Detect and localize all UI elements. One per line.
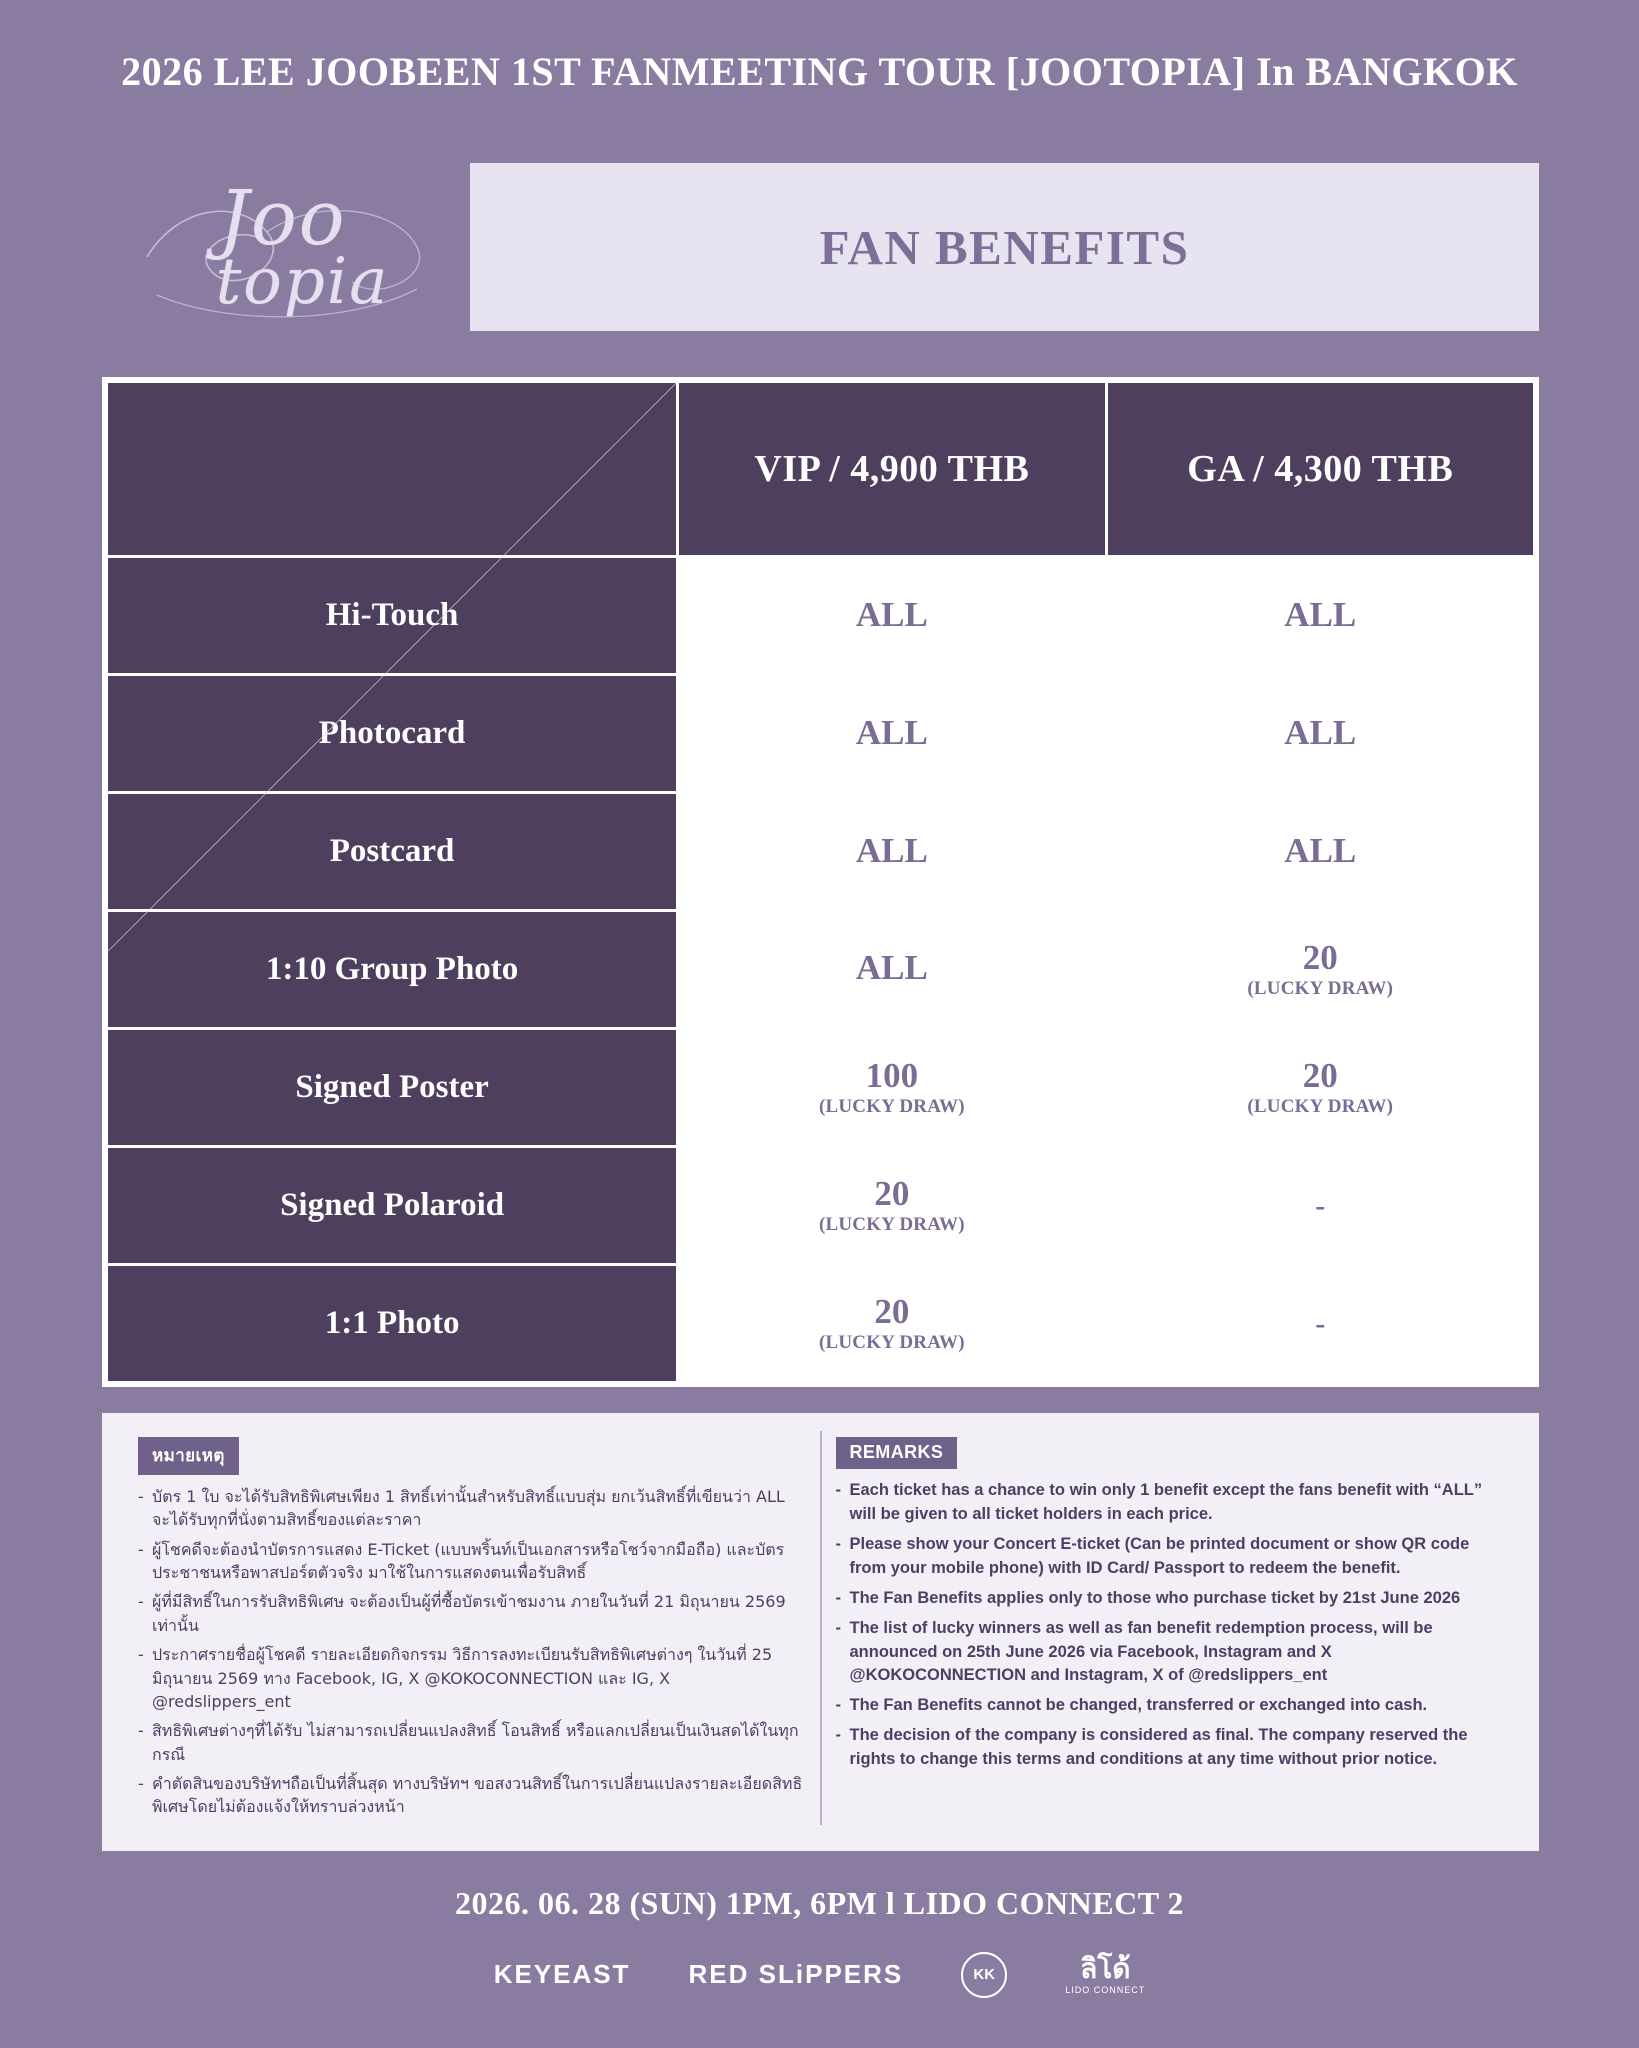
sponsor-keyeast-logo: KEYEAST xyxy=(493,1959,631,1990)
sponsor-lido-logo xyxy=(1065,1951,1146,1995)
cell-ga-one-to-one-photo: - xyxy=(1106,1265,1534,1383)
list-item: - ประกาศรายชื่อผู้โชคดี รายละเอียดกิจกรรม วิธีการลงทะเบียนรับสิทธิพิเศษต่างๆ ในวันที่ 25 มิถุนายน 2569 ทาง Facebook, IG, X @KOKOCONNECTION และ IG, X @redslippers_ent xyxy=(138,1643,806,1713)
row-label-one-to-one-photo: 1:1 Photo xyxy=(107,1265,678,1383)
cell-vip-photocard xyxy=(678,675,1106,793)
benefits-table-wrap xyxy=(102,377,1539,1387)
cell-subnote: (LUCKY DRAW) xyxy=(1247,1095,1394,1117)
row-label-signed-poster: Signed Poster xyxy=(107,1029,678,1147)
list-item: - บัตร 1 ใบ จะได้รับสิทธิพิเศษเพียง 1 สิทธิ์เท่านั้นสำหรับสิทธิ์แบบสุ่ม ยกเว้นสิทธิ์ที่เขียนว่า ALL จะได้รับทุกที่นั่งตามสิทธิ์ของแต่ละราคา xyxy=(138,1485,806,1532)
remarks-english-badge: REMARKS xyxy=(836,1437,958,1469)
cell-vip-hi-touch xyxy=(678,557,1106,675)
list-item: - สิทธิพิเศษต่างๆที่ได้รับ ไม่สามารถเปลี่ยนแปลงสิทธิ์ โอนสิทธิ์ หรือแลกเปลี่ยนเป็นเงินสดได้ในทุกกรณี xyxy=(138,1719,806,1766)
row-label-photocard: Photocard xyxy=(107,675,678,793)
cell-value: ALL xyxy=(855,948,928,988)
column-header-vip: VIP / 4,900 THB xyxy=(678,382,1106,557)
sponsor-red-slippers-logo: RED SLiPPERS xyxy=(688,1959,904,1990)
cell-ga-hi-touch xyxy=(1106,557,1534,675)
cell-ga-signed-polaroid: - xyxy=(1106,1147,1534,1265)
row-label-signed-polaroid: Signed Polaroid xyxy=(107,1147,678,1265)
remarks-thai-badge: หมายเหตุ xyxy=(138,1437,239,1475)
cell-vip-postcard xyxy=(678,793,1106,911)
cell-value: 20 xyxy=(874,1174,910,1214)
fan-benefits-banner xyxy=(470,163,1539,331)
remarks-english-list xyxy=(836,1479,1504,1772)
table-header-row xyxy=(107,382,1535,557)
list-item: - Each ticket has a chance to win only 1 benefit except the fans benefit with “ALL” will be given to all ticket holders in each price. xyxy=(836,1479,1504,1527)
row-label-group-photo: 1:10 Group Photo xyxy=(107,911,678,1029)
row-label-hi-touch: Hi-Touch xyxy=(107,557,678,675)
cell-value: 20 xyxy=(1302,1056,1338,1096)
sponsor-lido-name: ลิโด้ xyxy=(1080,1951,1131,1985)
table-row xyxy=(107,1029,1535,1147)
list-item: - ผู้ที่มีสิทธิ์ในการรับสิทธิพิเศษ จะต้องเป็นผู้ที่ซื้อบัตรเข้าชมงาน ภายในวันที่ 21 มิถุนายน 2569 เท่านั้น xyxy=(138,1590,806,1637)
flourish-icon xyxy=(117,172,447,327)
cell-subnote: (LUCKY DRAW) xyxy=(818,1331,965,1353)
row-label-postcard: Postcard xyxy=(107,793,678,911)
cell-value: ALL xyxy=(1284,713,1357,753)
cell-value: ALL xyxy=(855,831,928,871)
sponsor-kk-logo: KK xyxy=(961,1952,1007,1998)
table-row xyxy=(107,1147,1535,1265)
sponsor-lido-sub: LIDO CONNECT xyxy=(1065,1984,1146,1995)
cell-value: 20 xyxy=(1302,938,1338,978)
remarks-english-column xyxy=(822,1431,1518,1825)
table-corner-cell xyxy=(107,382,678,557)
table-row xyxy=(107,1265,1535,1383)
cell-value: ALL xyxy=(1284,595,1357,635)
cell-ga-postcard xyxy=(1106,793,1534,911)
logo-line-2: topia xyxy=(215,244,390,319)
cell-value: 20 xyxy=(874,1292,910,1332)
cell-vip-one-to-one-photo xyxy=(678,1265,1106,1383)
fan-benefits-title: FAN BENEFITS xyxy=(819,219,1190,275)
list-item: - The decision of the company is considered as final. The company reserved the rights to change this terms and conditions at any time without prior notice. xyxy=(836,1724,1504,1772)
cell-vip-group-photo xyxy=(678,911,1106,1029)
cell-vip-signed-polaroid xyxy=(678,1147,1106,1265)
remarks-thai-list xyxy=(138,1485,806,1819)
logo-banner-row xyxy=(0,147,1639,347)
event-info: 2026. 06. 28 (SUN) 1PM, 6PM l LIDO CONNECT 2 xyxy=(455,1884,1184,1921)
logo-line-1: Joo xyxy=(218,172,347,262)
cell-vip-signed-poster xyxy=(678,1029,1106,1147)
list-item: - Please show your Concert E-ticket (Can be printed document or show QR code from your mobile phone) with ID Card/ Passport to redeem the benefit. xyxy=(836,1533,1504,1581)
list-item: - The Fan Benefits cannot be changed, transferred or exchanged into cash. xyxy=(836,1694,1504,1718)
sponsor-row xyxy=(0,1952,1639,1998)
cell-value: ALL xyxy=(855,595,928,635)
remarks-thai-column xyxy=(124,1431,822,1825)
list-item: - ผู้โชคดีจะต้องนำบัตรการแสดง E-Ticket (แบบพริ้นท์เป็นเอกสารหรือโชว์จากมือถือ) และบัตรประชาชนหรือพาสปอร์ตตัวจริง มาใช้ในการแสดงตนเพื่อรับสิทธิ์ xyxy=(138,1538,806,1585)
cell-value: ALL xyxy=(1284,831,1357,871)
cell-ga-signed-poster xyxy=(1106,1029,1534,1147)
column-header-ga: GA / 4,300 THB xyxy=(1106,382,1534,557)
list-item: - The list of lucky winners as well as fan benefit redemption process, will be announced on 25th June 2026 via Facebook, Instagram and X @KOKOCONNECTION and Instagram, X of @redslippers_ent xyxy=(836,1617,1504,1689)
cell-subnote: (LUCKY DRAW) xyxy=(818,1095,965,1117)
cell-ga-photocard xyxy=(1106,675,1534,793)
cell-ga-group-photo xyxy=(1106,911,1534,1029)
remarks-panel xyxy=(102,1413,1539,1851)
diagonal-line-icon xyxy=(108,383,676,951)
cell-value: ALL xyxy=(855,713,928,753)
cell-subnote: (LUCKY DRAW) xyxy=(1247,977,1394,999)
cell-value: 100 xyxy=(865,1056,919,1096)
list-item: - The Fan Benefits applies only to those who purchase ticket by 21st June 2026 xyxy=(836,1587,1504,1611)
cell-subnote: (LUCKY DRAW) xyxy=(818,1213,965,1235)
benefits-table xyxy=(105,380,1536,1384)
list-item: - คำตัดสินของบริษัทฯถือเป็นที่สิ้นสุด ทางบริษัทฯ ขอสงวนสิทธิ์ในการเปลี่ยนแปลงรายละเอียดสิทธิพิเศษโดยไม่ต้องแจ้งให้ทราบล่วงหน้า xyxy=(138,1772,806,1819)
page-title: 2026 LEE JOOBEEN 1ST FANMEETING TOUR [JOOTOPIA] In BANGKOK xyxy=(121,49,1518,94)
jootopia-logo xyxy=(105,147,460,347)
